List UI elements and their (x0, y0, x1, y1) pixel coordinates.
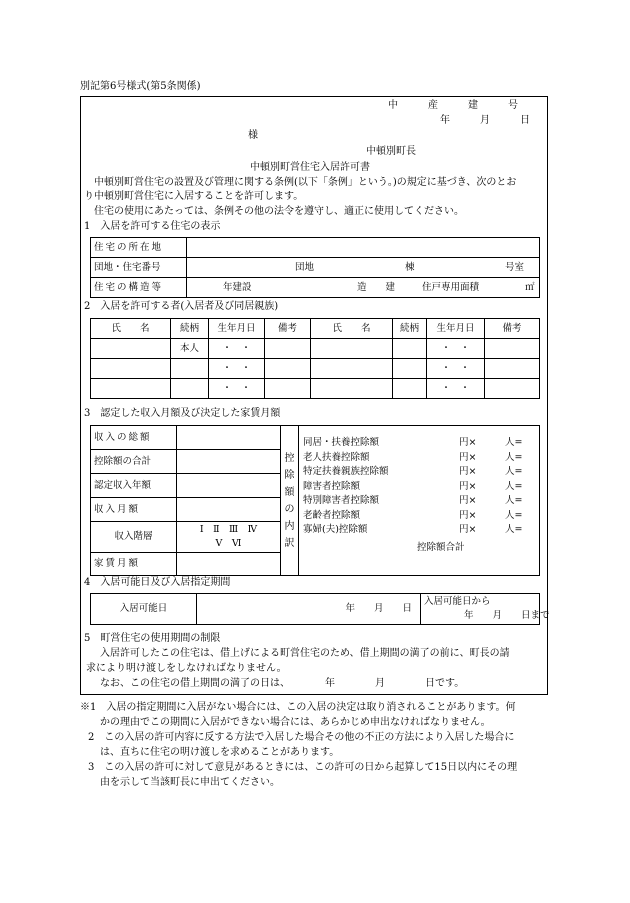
section-5-line-3: なお、この住宅の借上期間の満了の日は、 年 月 日です。 (100, 678, 465, 689)
birthdate-cell: ・ ・ (209, 339, 265, 359)
area-unit-text: ㎡ (525, 282, 535, 293)
yen-times: 円× (459, 437, 477, 448)
document-number: 中 産 建 号 (388, 100, 518, 111)
structure-label: 住宅の構造等 (91, 278, 187, 298)
yen-times: 円× (459, 495, 477, 506)
yen-times: 円× (459, 524, 477, 535)
construction-text: 造 建 (357, 282, 396, 293)
person-equals: 人= (505, 451, 523, 463)
deduction-breakdown-heading (281, 426, 299, 576)
section-5-line-2: 求により明け渡しをしなければなりません。 (86, 663, 287, 674)
header-birthdate-1: 生年月日 (209, 319, 265, 339)
section-5-line-1: 入居許可したこの住宅は、借上げによる町営住宅のため、借上期間の満了の前に、町長の請 (100, 648, 510, 659)
structure-value (187, 278, 540, 298)
person-equals: 人= (505, 437, 523, 448)
note-3-line-2: 由を示して当該町長に申出てください。 (100, 777, 280, 788)
income-tier-label: 収入階層 (91, 522, 177, 553)
deduction-item: 同居・扶養控除額 (303, 437, 380, 448)
deduction-list (299, 426, 540, 576)
deduction-item: 障害者控除額 (303, 480, 361, 492)
intro-line-2: り中頓別町営住宅に入居することを許可します。 (84, 191, 304, 202)
yen-times: 円× (459, 509, 477, 521)
document-date: 年 月 日 (440, 115, 530, 126)
move-in-date-label: 入居可能日 (91, 594, 197, 625)
vertical-char: 額 (284, 486, 295, 498)
note-1-line-1: ※1 入居の指定期間に入居がない場合には、この入居の決定は取り消されることがあります。何 (80, 702, 516, 713)
birthdate-cell: ・ ・ (209, 359, 265, 379)
relation-cell (393, 379, 427, 399)
header-relation-1: 続柄 (171, 319, 209, 339)
resident-name-cell (91, 379, 171, 399)
remarks-cell (485, 339, 540, 359)
deduction-item: 特別障害者控除額 (303, 495, 380, 506)
birthdate-cell: ・ ・ (209, 379, 265, 399)
total-income-label: 収入の総額 (91, 426, 177, 450)
issuer: 中頓別町長 (366, 146, 416, 157)
intro-line-1: 中頓別町営住宅の設置及び管理に関する条例(以下「条例」という。)の規定に基づき、次のとお (94, 177, 517, 188)
move-in-period (421, 594, 550, 625)
person-equals: 人= (505, 524, 523, 535)
floor-area-text: 住戸専用面積 (422, 282, 480, 293)
move-in-date-value: 年 月 日 (197, 594, 421, 625)
annual-income-label: 認定収入年額 (91, 474, 177, 498)
header-remarks-2: 備考 (485, 319, 540, 339)
tier-options-line-1: Ⅰ Ⅱ Ⅲ Ⅳ (199, 524, 258, 535)
monthly-income-label: 収入月額 (91, 498, 177, 522)
unit-number-value (187, 258, 540, 278)
addressee-suffix: 様 (248, 130, 258, 141)
build-year-text: 年建設 (223, 282, 252, 293)
birthdate-cell: ・ ・ (427, 359, 485, 379)
person-equals: 人= (505, 466, 523, 477)
relation-self: 本人 (171, 339, 209, 359)
rent-label: 家賃月額 (91, 553, 177, 576)
relation-cell (171, 379, 209, 399)
note-3-line-1: 3 この入居の許可に対して意見があるときには、この許可の日から起算して15日以内にその理 (88, 762, 518, 773)
vertical-char: 除 (284, 469, 295, 481)
residents-table (90, 318, 540, 399)
unit-number-label: 団地・住宅番号 (91, 258, 187, 278)
move-in-table (90, 593, 550, 625)
relation-cell (393, 359, 427, 379)
room-text: 号室 (505, 262, 525, 273)
deduction-item: 特定扶養親族控除額 (303, 466, 389, 477)
header-name-1: 氏 名 (91, 319, 171, 339)
document-title: 中頓別町営住宅入居許可書 (250, 162, 370, 173)
period-from: 入居可能日から (424, 596, 491, 607)
resident-name-cell (311, 359, 393, 379)
vertical-char: 控 (284, 452, 295, 464)
remarks-cell (265, 339, 311, 359)
address-label: 住宅の所在地 (91, 238, 187, 258)
birthdate-cell: ・ ・ (427, 339, 485, 359)
resident-name-cell (91, 359, 171, 379)
form-reference: 別記第6号様式(第5条関係) (80, 81, 201, 92)
resident-name-cell (91, 339, 171, 359)
resident-name-cell (311, 339, 393, 359)
note-2-line-2: は、直ちに住宅の明け渡しを求めることがあります。 (100, 747, 340, 758)
annual-income-value (177, 474, 281, 498)
section-3-title: 3 認定した収入月額及び決定した家賃月額 (84, 408, 281, 419)
person-equals: 人= (505, 509, 523, 521)
header-remarks-1: 備考 (265, 319, 311, 339)
income-tier-options (177, 522, 281, 553)
yen-times: 円× (459, 451, 477, 463)
section-5-title: 5 町営住宅の使用期間の制限 (84, 633, 221, 644)
person-equals: 人= (505, 495, 523, 506)
deduction-total-sum-label: 控除額の合計 (91, 450, 177, 474)
vertical-char: の (284, 503, 295, 515)
relation-cell (171, 359, 209, 379)
note-1-line-2: かの理由でこの期間に入居ができない場合には、あらかじめ申出なければなりません。 (100, 717, 491, 728)
note-2-line-1: 2 この入居の許可内容に反する方法で入居した場合その他の不正の方法により入居した場合に (88, 732, 515, 743)
deduction-total-sum-value (177, 450, 281, 474)
section-2-title: 2 入居を許可する者(入居者及び同居親族) (84, 301, 279, 312)
income-table (90, 425, 540, 576)
header-relation-2: 続柄 (393, 319, 427, 339)
section-1-title: 1 入居を許可する住宅の表示 (84, 221, 221, 232)
section-4-title: 4 入居可能日及び入居指定期間 (84, 577, 231, 588)
deduction-item: 老人扶養控除額 (303, 451, 370, 463)
building-text: 棟 (405, 262, 415, 273)
total-income-value (177, 426, 281, 450)
yen-times: 円× (459, 466, 477, 477)
remarks-cell (485, 379, 540, 399)
yen-times: 円× (459, 480, 477, 492)
rent-value (177, 553, 281, 576)
period-until: 年 月 日まで (464, 610, 550, 621)
header-birthdate-2: 生年月日 (427, 319, 485, 339)
remarks-cell (485, 359, 540, 379)
remarks-cell (265, 379, 311, 399)
vertical-char: 訳 (284, 537, 295, 549)
birthdate-cell: ・ ・ (427, 379, 485, 399)
relation-cell (393, 339, 427, 359)
deduction-total-label: 控除額合計 (417, 542, 465, 553)
monthly-income-value (177, 498, 281, 522)
tier-options-line-2: Ⅴ Ⅵ (215, 538, 242, 549)
deduction-item: 寡婦(夫)控除額 (303, 524, 368, 535)
resident-name-cell (311, 379, 393, 399)
person-equals: 人= (505, 480, 523, 492)
intro-line-3: 住宅の使用にあたっては、条例その他の法令を遵守し、適正に使用してください。 (94, 206, 464, 217)
remarks-cell (265, 359, 311, 379)
danchi-text: 団地 (295, 262, 315, 273)
deduction-item: 老齢者控除額 (303, 509, 361, 521)
housing-table (90, 237, 540, 298)
address-value (187, 238, 540, 258)
vertical-char: 内 (284, 520, 295, 532)
header-name-2: 氏 名 (311, 319, 393, 339)
